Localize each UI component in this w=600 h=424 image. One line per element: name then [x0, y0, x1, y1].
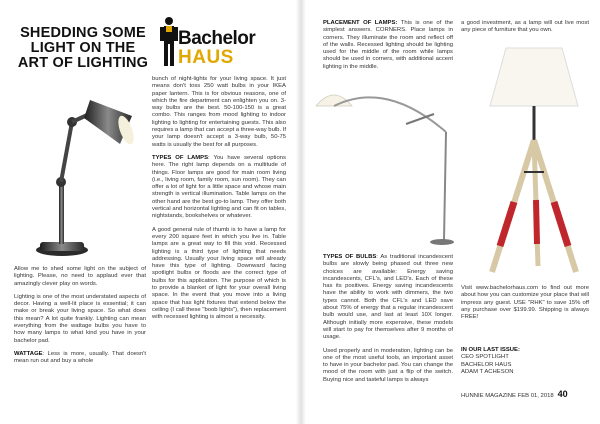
- page-footer: [461, 389, 589, 399]
- wattage-continued-paragraph: bunch of night-lights for your living space. It just means don't toss 250 watt bulbs in your IKEA paper lantern. This is for obvious reasons, one of which the fire department can enlighten you on. 3-way bulbs are the best. 50-100-150 is a great combo. This ranges from mood lighting to indoor lighting to lighting for entertaining guests. This also requires a lamp that can accept a three-way bulb. If your lamp doesn't accept a 3-way bulb, 50-75 watts is usually the best for all purposes.: [152, 76, 286, 148]
- investment-paragraph: a good investment, as a lamp will out live most any piece of furniture that you own.: [461, 20, 589, 34]
- bachelor-figure-icon: [160, 16, 178, 68]
- types-of-lamps-text: : You have several options here. The right lamp depends on a multitude of things. Floor lamps are good for main room living (i.e., living room, family room, sun room). They can offer a lot of light for a little space and whose main strength is vertical illumination. Table lamps on the other hand are the best go-to lamp. They offer both vertical and horizontal lighting and can fit on tables, nightstands, bookshelves or whatever.: [152, 154, 286, 220]
- column-3-top: [323, 20, 453, 77]
- column-4-top: [461, 20, 589, 41]
- types-of-lamps-heading: TYPES OF LAMPS: [152, 154, 208, 161]
- rule-of-thumb-paragraph: A good general rule of thumb is to have a lamp for every 200 square feet in which you live in. Table lamps are a great way to fill this void. Recessed lighting is a third type of lighting that needs addressing. Usually your living space will already have this type of lighting. Downward facing spotlight bulbs or floods are the correct type of bulbs for this application. The purpose of which is to provide a blanket of light for your overall living space. In the event that you move into a living space that has light fixtures that extend below the ceiling (I call these "boob lights"), then replacement with recessed lighting is almost a necessity.: [152, 226, 286, 321]
- footer-magazine-date: HUNNIE MAGAZINE FEB 01, 2018: [461, 393, 554, 399]
- wattage-text: : Less is more, usually. That doesn't mean run out and buy a whole: [14, 350, 146, 365]
- column-4-bottom: [461, 285, 589, 327]
- placement-heading: PLACEMENT OF LAMPS:: [323, 20, 398, 26]
- spread-gutter: [296, 0, 306, 424]
- bachelor-haus-logo: [160, 14, 284, 72]
- desk-lamp-icon: [20, 82, 140, 262]
- types-of-bulbs-paragraph: [323, 254, 453, 342]
- last-issue-box: [461, 347, 589, 376]
- types-of-lamps-paragraph: [152, 155, 286, 221]
- column-2: [152, 76, 286, 328]
- used-properly-paragraph: Used properly and in moderation, lighting can be one of the most useful tools, an important asset to have in your bachelor pad. You can change the mood of the room with just a flip of the switch. Buying nice and tasteful lamps is always: [323, 347, 453, 383]
- column-1: [14, 266, 146, 372]
- column-3-bottom: [323, 254, 453, 390]
- wattage-paragraph: [14, 351, 146, 366]
- last-issue-item: BACHELOR HAUS: [461, 361, 512, 368]
- tripod-lamp-icon: [478, 40, 593, 280]
- page-number: 40: [557, 389, 568, 399]
- logo-word-haus: HAUS: [178, 47, 234, 68]
- types-of-bulbs-heading: TYPES OF BULBS: [323, 254, 377, 260]
- last-issue-item: ADAM T ACHESON: [461, 368, 514, 375]
- last-issue-heading: IN OUR LAST ISSUE:: [461, 347, 520, 353]
- types-of-bulbs-text: : As traditional incandescent bulbs are slowly being phased out three new choices are available: Energy saving incandescents, CFL's, and LED's. Each of these has its positives. Energy saving incandescents have the ability to work with dimmers, the two types cannot. Both the CFL's and LED save about 75% of energy that a regular incandescent bulb would use, and last at least 10X longer. Although initially more expensive, these models will start to pay for themselves after 9 months of usage.: [323, 254, 453, 341]
- placement-paragraph: [323, 20, 453, 71]
- wattage-heading: WATTAGE: [14, 350, 43, 357]
- intro-paragraph: Allow me to shed some light on the subject of lighting. Please, no need to applaud ever that amazingly clever play on words.: [14, 266, 146, 287]
- lighting-paragraph: Lighting is one of the most understated aspects of decor. Having a well-lit place is essential; it can make or break your living space. So what does this mean? A lot quite frankly. Lighting can mean everything from the wattage bulbs you have to how many lamps to what kind you have in your bachelor pad.: [14, 293, 146, 344]
- headline: SHEDDING SOME LIGHT ON THE ART OF LIGHTING: [17, 25, 149, 71]
- floor-arc-lamp-icon: [306, 84, 456, 249]
- logo-word-bachelor: Bachelor: [178, 28, 256, 49]
- placement-text: This is one of the simplest answers. CORNERS. Place lamps in corners. They illuminate the room and reflect off of the walls. Recessed lighting should be lighting used for the middle of the room while lamps should be used in corners, with additional accent lighting in the middle.: [323, 20, 454, 70]
- visit-website-paragraph: Visit www.bachelorhaus.com to find out more about how you can customize your place that will impress any guest. USE "RHK" to save 15% off any purchase over $199.99. Shipping is always FREE!: [461, 285, 589, 321]
- last-issue-item: CEO SPOTLIGHT: [461, 354, 509, 361]
